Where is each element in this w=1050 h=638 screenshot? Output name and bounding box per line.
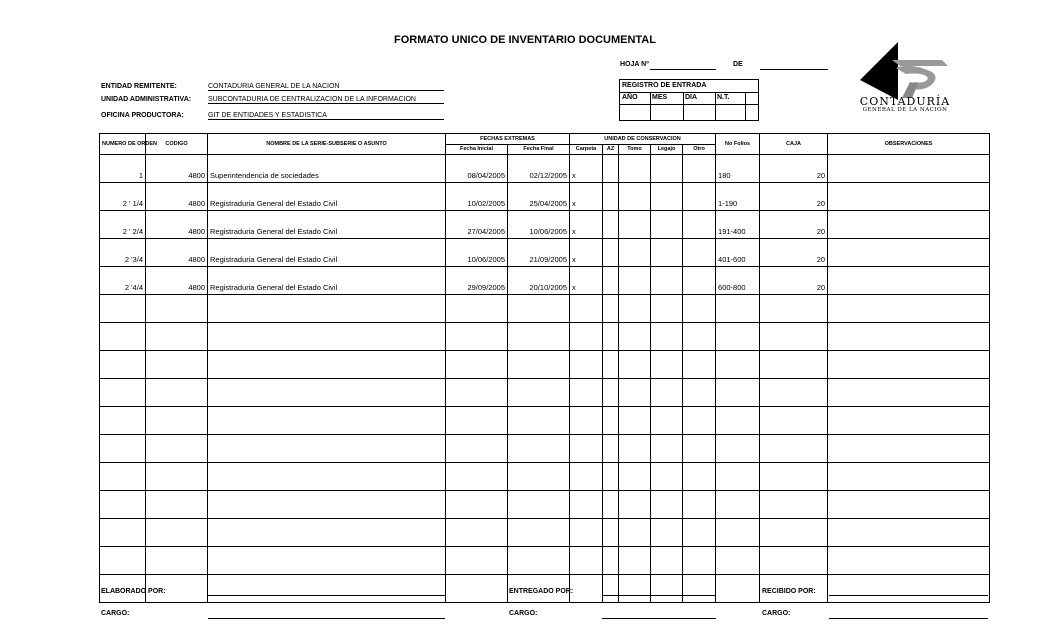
cell-folios[interactable]: 191-400	[716, 211, 760, 239]
hoja-total-field[interactable]	[760, 61, 828, 70]
cell-fecha-inicial[interactable]: 10/06/2005	[446, 239, 508, 267]
cell-caja[interactable]	[760, 379, 828, 407]
cell-tomo[interactable]	[619, 547, 651, 575]
page-title: FORMATO UNICO DE INVENTARIO DOCUMENTAL	[394, 34, 656, 46]
cell-caja[interactable]: 20	[760, 239, 828, 267]
entidad-label: ENTIDAD REMITENTE:	[101, 83, 177, 90]
cell-fecha-inicial[interactable]	[446, 295, 508, 323]
logo-subtitle: GENERAL DE LA NACIÓN	[862, 107, 948, 113]
entregado-label: ENTREGADO POR:	[509, 588, 574, 595]
cell-fecha-final[interactable]	[508, 435, 570, 463]
cell-fecha-final[interactable]	[508, 295, 570, 323]
cell-tomo[interactable]	[619, 407, 651, 435]
cell-orden[interactable]	[100, 547, 146, 575]
cell-carpeta[interactable]: x	[570, 183, 603, 211]
cell-folios[interactable]	[716, 323, 760, 351]
cell-observaciones[interactable]	[828, 463, 990, 491]
cell-fecha-final[interactable]: 21/09/2005	[508, 239, 570, 267]
cell-fecha-final[interactable]	[508, 519, 570, 547]
cell-az[interactable]	[603, 407, 619, 435]
elaborado-cargo-label: CARGO:	[101, 610, 130, 617]
cell-folios[interactable]: 401-600	[716, 239, 760, 267]
cell-folios[interactable]	[716, 407, 760, 435]
table-row-empty	[100, 379, 990, 407]
cell-observaciones[interactable]	[828, 351, 990, 379]
cell-carpeta[interactable]	[570, 435, 603, 463]
cell-legajo[interactable]	[651, 295, 683, 323]
cell-carpeta[interactable]	[570, 379, 603, 407]
cell-codigo[interactable]	[146, 407, 208, 435]
cell-fecha-inicial[interactable]	[446, 435, 508, 463]
cell-fecha-inicial[interactable]	[446, 491, 508, 519]
col-header-otro: Otro	[683, 144, 716, 155]
cell-otro[interactable]	[683, 295, 716, 323]
cell-observaciones[interactable]	[828, 211, 990, 239]
col-header-fecha-inicial: Fecha Inicial	[446, 144, 508, 155]
col-header-carpeta: Carpeta	[570, 144, 603, 155]
cell-caja[interactable]: 20	[760, 183, 828, 211]
cell-fecha-final[interactable]	[508, 351, 570, 379]
cell-carpeta[interactable]	[570, 295, 603, 323]
cell-legajo[interactable]	[651, 239, 683, 267]
cell-tomo[interactable]	[619, 267, 651, 295]
cell-caja[interactable]	[760, 547, 828, 575]
cell-fecha-final[interactable]	[508, 547, 570, 575]
table-row-empty	[100, 435, 990, 463]
cell-caja[interactable]	[760, 295, 828, 323]
cell-carpeta[interactable]: x	[570, 155, 603, 183]
cell-tomo[interactable]	[619, 435, 651, 463]
cell-tomo[interactable]	[619, 463, 651, 491]
cell-observaciones[interactable]	[828, 239, 990, 267]
cell-orden[interactable]	[100, 379, 146, 407]
cell-orden[interactable]	[100, 351, 146, 379]
cell-caja[interactable]: 20	[760, 155, 828, 183]
recibido-cargo-field[interactable]	[829, 610, 988, 619]
cell-carpeta[interactable]: x	[570, 211, 603, 239]
col-header-observaciones: OBSERVACIONES	[828, 134, 990, 155]
cell-tomo[interactable]	[619, 155, 651, 183]
cell-nombre[interactable]	[208, 491, 446, 519]
cell-observaciones[interactable]	[828, 323, 990, 351]
cell-codigo[interactable]: 4800	[146, 183, 208, 211]
cell-orden[interactable]	[100, 323, 146, 351]
cell-nombre[interactable]	[208, 547, 446, 575]
cell-az[interactable]	[603, 295, 619, 323]
cell-otro[interactable]	[683, 463, 716, 491]
cell-nombre[interactable]: Registraduria General del Estado Civil	[208, 239, 446, 267]
cell-legajo[interactable]	[651, 519, 683, 547]
cell-az[interactable]	[603, 351, 619, 379]
cell-observaciones[interactable]	[828, 547, 990, 575]
cell-tomo[interactable]	[619, 183, 651, 211]
cell-orden[interactable]	[100, 463, 146, 491]
col-header-az: AZ	[603, 144, 619, 155]
cell-az[interactable]	[603, 155, 619, 183]
cell-folios[interactable]	[716, 519, 760, 547]
cell-fecha-final[interactable]: 25/04/2005	[508, 183, 570, 211]
registro-title: REGISTRO DE ENTRADA	[622, 82, 707, 89]
cell-observaciones[interactable]	[828, 183, 990, 211]
entregado-cargo-field[interactable]	[602, 610, 716, 619]
cell-otro[interactable]	[683, 407, 716, 435]
cell-az[interactable]	[603, 491, 619, 519]
oficina-value: GIT DE ENTIDADES Y ESTADISTICA	[208, 112, 444, 120]
registro-entrada-box	[619, 79, 759, 121]
cell-carpeta[interactable]	[570, 547, 603, 575]
cell-nombre[interactable]	[208, 463, 446, 491]
cell-carpeta[interactable]: x	[570, 239, 603, 267]
registro-col-mes: MES	[652, 94, 668, 101]
cell-nombre[interactable]	[208, 295, 446, 323]
cell-folios[interactable]	[716, 575, 760, 603]
cell-legajo[interactable]	[651, 491, 683, 519]
cell-nombre[interactable]: Registraduria General del Estado Civil	[208, 267, 446, 295]
col-header-unidad: UNIDAD DE CONSERVACION	[570, 134, 716, 145]
cell-otro[interactable]	[683, 155, 716, 183]
cell-observaciones[interactable]	[828, 435, 990, 463]
entregado-cargo-label: CARGO:	[509, 610, 538, 617]
recibido-label: RECIBIDO POR:	[762, 588, 816, 595]
table-row	[100, 239, 990, 267]
cell-orden[interactable]	[100, 407, 146, 435]
cell-codigo[interactable]	[146, 351, 208, 379]
cell-nombre[interactable]	[208, 323, 446, 351]
cell-legajo[interactable]	[651, 323, 683, 351]
cell-fecha-inicial[interactable]	[446, 407, 508, 435]
elaborado-field[interactable]	[208, 587, 445, 596]
col-header-numero: NUMERO DE ORDEN	[100, 134, 146, 155]
cell-caja[interactable]	[760, 407, 828, 435]
cell-orden[interactable]	[100, 295, 146, 323]
inventory-table	[99, 133, 990, 603]
cell-legajo[interactable]	[651, 379, 683, 407]
cell-fecha-inicial[interactable]: 08/04/2005	[446, 155, 508, 183]
table-row	[100, 211, 990, 239]
cell-az[interactable]	[603, 435, 619, 463]
cell-orden[interactable]	[100, 435, 146, 463]
cell-folios[interactable]	[716, 491, 760, 519]
elaborado-cargo-field[interactable]	[208, 610, 445, 619]
cell-orden[interactable]	[100, 519, 146, 547]
cell-az[interactable]	[603, 211, 619, 239]
cell-fecha-final[interactable]	[508, 323, 570, 351]
entregado-field[interactable]	[602, 587, 716, 596]
table-row-empty	[100, 351, 990, 379]
cell-codigo[interactable]: 4800	[146, 155, 208, 183]
cell-observaciones[interactable]	[828, 379, 990, 407]
cell-otro[interactable]	[683, 267, 716, 295]
cell-fecha-inicial[interactable]	[446, 575, 508, 603]
cell-otro[interactable]	[683, 491, 716, 519]
cell-nombre[interactable]: Superintendencia de sociedades	[208, 155, 446, 183]
cell-folios[interactable]: 1-190	[716, 183, 760, 211]
cell-fecha-final[interactable]	[508, 407, 570, 435]
hoja-label: HOJA Nº	[620, 61, 649, 68]
cell-carpeta[interactable]	[570, 575, 603, 603]
cell-caja[interactable]	[760, 351, 828, 379]
cell-folios[interactable]	[716, 295, 760, 323]
cell-codigo[interactable]: 4800	[146, 267, 208, 295]
cell-legajo[interactable]	[651, 267, 683, 295]
recibido-field[interactable]	[829, 587, 988, 596]
unidad-label: UNIDAD ADMINISTRATIVA:	[101, 96, 192, 103]
cell-tomo[interactable]	[619, 239, 651, 267]
cell-tomo[interactable]	[619, 295, 651, 323]
col-header-folios: No Folios	[716, 134, 760, 155]
cell-codigo[interactable]	[146, 463, 208, 491]
cell-fecha-final[interactable]: 20/10/2005	[508, 267, 570, 295]
cell-nombre[interactable]	[208, 435, 446, 463]
cell-observaciones[interactable]	[828, 519, 990, 547]
cell-az[interactable]	[603, 183, 619, 211]
cell-codigo[interactable]: 4800	[146, 211, 208, 239]
cell-orden[interactable]: 1	[100, 155, 146, 183]
table-row-empty	[100, 323, 990, 351]
cell-legajo[interactable]	[651, 435, 683, 463]
cell-legajo[interactable]	[651, 463, 683, 491]
cell-legajo[interactable]	[651, 407, 683, 435]
cell-carpeta[interactable]	[570, 407, 603, 435]
cell-codigo[interactable]	[146, 295, 208, 323]
cell-codigo[interactable]: 4800	[146, 239, 208, 267]
cell-otro[interactable]	[683, 239, 716, 267]
cell-nombre[interactable]	[208, 519, 446, 547]
cell-folios[interactable]	[716, 547, 760, 575]
cell-nombre[interactable]	[208, 407, 446, 435]
cell-fecha-inicial[interactable]	[446, 323, 508, 351]
cell-nombre[interactable]	[208, 351, 446, 379]
cell-caja[interactable]: 20	[760, 211, 828, 239]
cell-tomo[interactable]	[619, 379, 651, 407]
cell-caja[interactable]	[760, 323, 828, 351]
table-row-empty	[100, 519, 990, 547]
col-header-fecha-final: Fecha Final	[508, 144, 570, 155]
cell-orden[interactable]: 2 '4/4	[100, 267, 146, 295]
table-row-empty	[100, 491, 990, 519]
cell-folios[interactable]	[716, 351, 760, 379]
recibido-cargo-label: CARGO:	[762, 610, 791, 617]
cell-carpeta[interactable]	[570, 491, 603, 519]
cell-orden[interactable]: 2 '3/4	[100, 239, 146, 267]
cell-fecha-inicial[interactable]	[446, 463, 508, 491]
registro-col-dia: DIA	[685, 94, 698, 101]
cell-otro[interactable]	[683, 379, 716, 407]
table-row-empty	[100, 547, 990, 575]
cell-legajo[interactable]	[651, 155, 683, 183]
cell-tomo[interactable]	[619, 351, 651, 379]
cell-fecha-final[interactable]	[508, 463, 570, 491]
cell-otro[interactable]	[683, 323, 716, 351]
cell-fecha-inicial[interactable]: 10/02/2005	[446, 183, 508, 211]
cell-folios[interactable]: 180	[716, 155, 760, 183]
cell-orden[interactable]: 2 ' 1/4	[100, 183, 146, 211]
cell-tomo[interactable]	[619, 519, 651, 547]
cell-fecha-final[interactable]: 10/06/2005	[508, 211, 570, 239]
cell-az[interactable]	[603, 267, 619, 295]
cell-otro[interactable]	[683, 211, 716, 239]
cell-nombre[interactable]: Registraduria General del Estado Civil	[208, 211, 446, 239]
col-header-caja: CAJA	[760, 134, 828, 155]
cell-az[interactable]	[603, 379, 619, 407]
cell-otro[interactable]	[683, 547, 716, 575]
cell-nombre[interactable]: Registraduria General del Estado Civil	[208, 183, 446, 211]
cell-fecha-inicial[interactable]	[446, 351, 508, 379]
cell-folios[interactable]	[716, 379, 760, 407]
cell-tomo[interactable]	[619, 323, 651, 351]
cell-orden[interactable]: 2 ' 2/4	[100, 211, 146, 239]
registro-col-anio: AÑO	[622, 94, 638, 101]
oficina-label: OFICINA PRODUCTORA:	[101, 112, 184, 119]
cell-fecha-inicial[interactable]	[446, 519, 508, 547]
logo-name: CONTADURÍA	[859, 95, 951, 108]
cell-carpeta[interactable]: x	[570, 267, 603, 295]
cell-caja[interactable]	[760, 435, 828, 463]
col-header-codigo: CODIGO	[146, 134, 208, 155]
cell-orden[interactable]	[100, 491, 146, 519]
cell-az[interactable]	[603, 463, 619, 491]
cell-folios[interactable]	[716, 435, 760, 463]
cell-tomo[interactable]	[619, 491, 651, 519]
cell-carpeta[interactable]	[570, 323, 603, 351]
cell-legajo[interactable]	[651, 183, 683, 211]
cell-fecha-inicial[interactable]	[446, 547, 508, 575]
cell-folios[interactable]	[716, 463, 760, 491]
table-row	[100, 267, 990, 295]
cell-tomo[interactable]	[619, 211, 651, 239]
col-header-legajo: Legajo	[651, 144, 683, 155]
cell-fecha-final[interactable]: 02/12/2005	[508, 155, 570, 183]
cell-caja[interactable]	[760, 463, 828, 491]
cell-carpeta[interactable]	[570, 519, 603, 547]
cell-otro[interactable]	[683, 183, 716, 211]
cell-otro[interactable]	[683, 351, 716, 379]
table-row-empty	[100, 463, 990, 491]
cell-codigo[interactable]	[146, 491, 208, 519]
cell-az[interactable]	[603, 323, 619, 351]
entidad-value: CONTADURIA GENERAL DE LA NACION	[208, 83, 444, 91]
col-header-tomo: Tomo	[619, 144, 651, 155]
table-row	[100, 183, 990, 211]
cell-nombre[interactable]	[208, 379, 446, 407]
cell-az[interactable]	[603, 519, 619, 547]
cell-codigo[interactable]	[146, 519, 208, 547]
cell-otro[interactable]	[683, 519, 716, 547]
cell-observaciones[interactable]	[828, 267, 990, 295]
cell-legajo[interactable]	[651, 351, 683, 379]
cell-codigo[interactable]	[146, 435, 208, 463]
cell-codigo[interactable]	[146, 323, 208, 351]
hoja-field[interactable]	[650, 61, 716, 70]
cell-az[interactable]	[603, 239, 619, 267]
col-header-fechas: FECHAS EXTREMAS	[446, 134, 570, 145]
cell-fecha-inicial[interactable]: 29/09/2005	[446, 267, 508, 295]
cell-carpeta[interactable]	[570, 351, 603, 379]
elaborado-label: ELABORADO POR:	[101, 588, 166, 595]
table-row-empty	[100, 407, 990, 435]
cell-fecha-final[interactable]	[508, 379, 570, 407]
table-row-empty	[100, 295, 990, 323]
cell-codigo[interactable]	[146, 379, 208, 407]
cell-fecha-final[interactable]	[508, 491, 570, 519]
cell-observaciones[interactable]	[828, 295, 990, 323]
cell-folios[interactable]: 600-800	[716, 267, 760, 295]
registro-col-nt: N.T.	[717, 94, 730, 101]
cell-caja[interactable]	[760, 491, 828, 519]
cell-carpeta[interactable]	[570, 463, 603, 491]
cell-fecha-inicial[interactable]	[446, 379, 508, 407]
cell-fecha-inicial[interactable]: 27/04/2005	[446, 211, 508, 239]
cell-caja[interactable]: 20	[760, 267, 828, 295]
cell-observaciones[interactable]	[828, 491, 990, 519]
table-row	[100, 155, 990, 183]
cell-legajo[interactable]	[651, 547, 683, 575]
cell-caja[interactable]	[760, 519, 828, 547]
cell-codigo[interactable]	[146, 547, 208, 575]
cell-az[interactable]	[603, 547, 619, 575]
cell-otro[interactable]	[683, 435, 716, 463]
cell-observaciones[interactable]	[828, 155, 990, 183]
hoja-de-label: DE	[733, 61, 743, 68]
unidad-value: SUBCONTADURIA DE CENTRALIZACION DE LA INFORMACION	[208, 96, 444, 104]
col-header-nombre: NOMBRE DE LA SERIE-SUBSERIE O ASUNTO	[208, 134, 446, 155]
cell-legajo[interactable]	[651, 211, 683, 239]
cell-observaciones[interactable]	[828, 407, 990, 435]
